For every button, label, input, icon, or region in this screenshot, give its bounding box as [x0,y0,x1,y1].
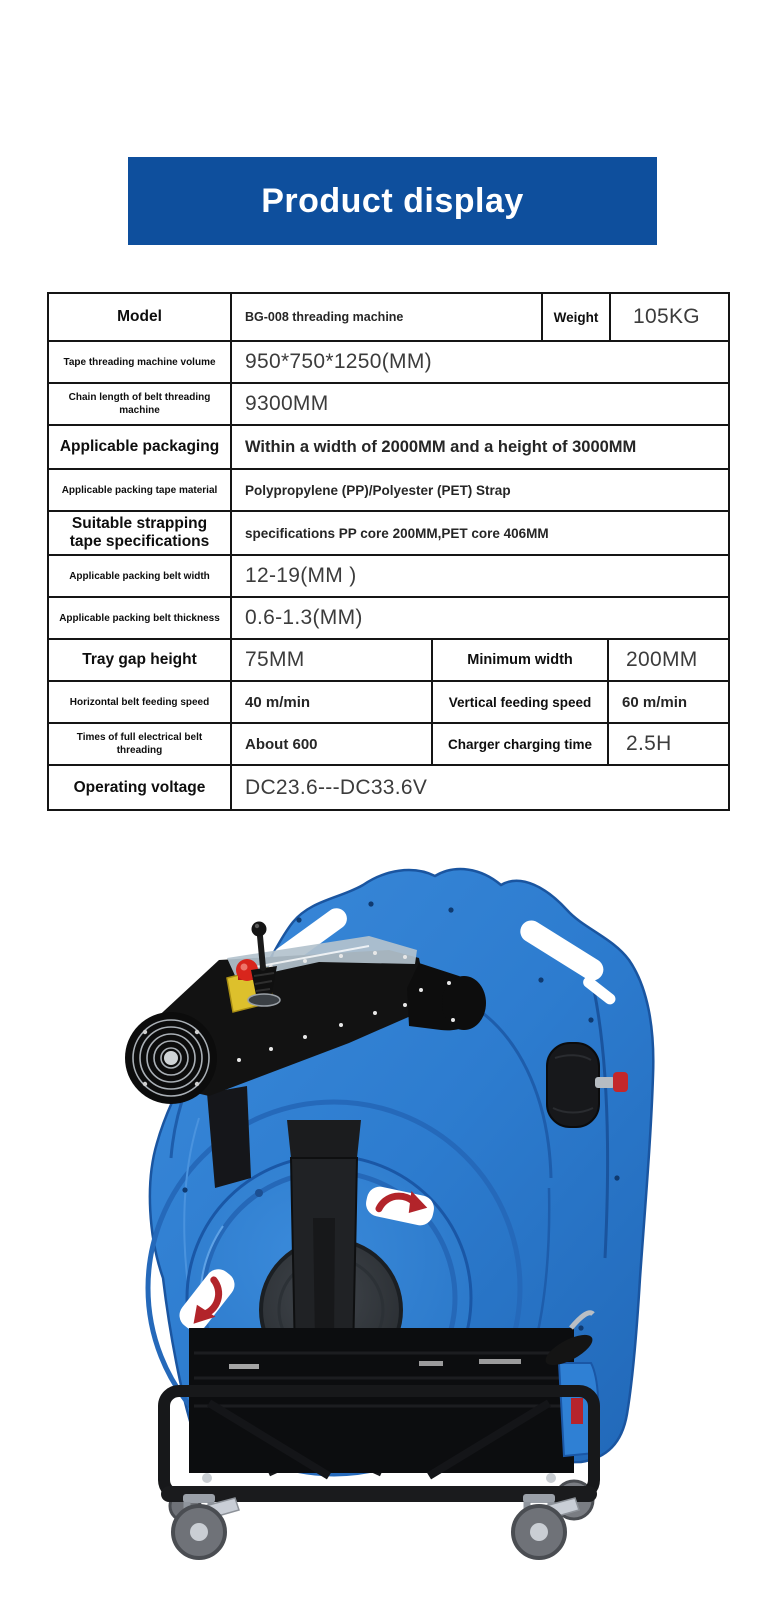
fan-grille [125,1012,217,1104]
value-horizontal-speed: 40 m/min [230,682,431,722]
value-weight: 105KG [609,294,728,340]
label-charging-time: Charger charging time [431,724,607,764]
value-tray-gap: 75MM [230,640,431,680]
value-model: BG-008 threading machine [230,294,541,340]
table-row [49,340,728,382]
value-minimum-width: 200MM [607,640,728,680]
value-chain-length: 9300MM [230,384,728,424]
value-tape-material: Polypropylene (PP)/Polyester (PET) Strap [230,470,728,510]
table-row [49,554,728,596]
table-row [49,638,728,680]
value-charging-time: 2.5H [607,724,728,764]
spec-table [47,292,730,811]
product-photo [119,858,659,1570]
table-row [49,722,728,764]
label-tape-material: Applicable packing tape material [61,484,218,496]
label-model: Model [117,308,162,326]
trolley-frame [161,1313,598,1521]
table-row [49,764,728,809]
value-strap-specs: specifications PP core 200MM,PET core 406MM [230,512,728,554]
label-vertical-speed: Vertical feeding speed [431,682,607,722]
value-applicable-packaging: Within a width of 2000MM and a height of 3000MM [230,426,728,468]
table-row [49,294,728,340]
section-banner [128,157,657,245]
label-tray-gap: Tray gap height [82,651,197,669]
page-title: Product display [261,181,524,220]
table-row [49,382,728,424]
label-strap-specs: Suitable strapping tape specifications [69,515,210,550]
table-row [49,680,728,722]
label-threading-times: Times of full electrical belt threading [76,732,203,756]
value-belt-width: 12-19(MM ) [230,556,728,596]
label-weight: Weight [541,294,609,340]
label-operating-voltage: Operating voltage [73,778,206,796]
value-threading-times: About 600 [230,724,431,764]
value-vertical-speed: 60 m/min [607,682,728,722]
table-row [49,596,728,638]
label-chain-length: Chain length of belt threading machine [68,392,211,416]
label-volume: Tape threading machine volume [63,356,216,368]
label-applicable-packaging: Applicable packaging [59,438,220,456]
value-volume: 950*750*1250(MM) [230,342,728,382]
caster-wheel-right [513,1494,579,1558]
value-operating-voltage: DC23.6---DC33.6V [230,766,728,809]
value-belt-thickness: 0.6-1.3(MM) [230,598,728,638]
label-minimum-width: Minimum width [431,640,607,680]
table-row [49,468,728,510]
label-belt-width: Applicable packing belt width [69,570,210,582]
table-row [49,510,728,554]
label-belt-thickness: Applicable packing belt thickness [59,612,220,624]
label-horizontal-speed: Horizontal belt feeding speed [69,696,210,708]
table-row [49,424,728,468]
